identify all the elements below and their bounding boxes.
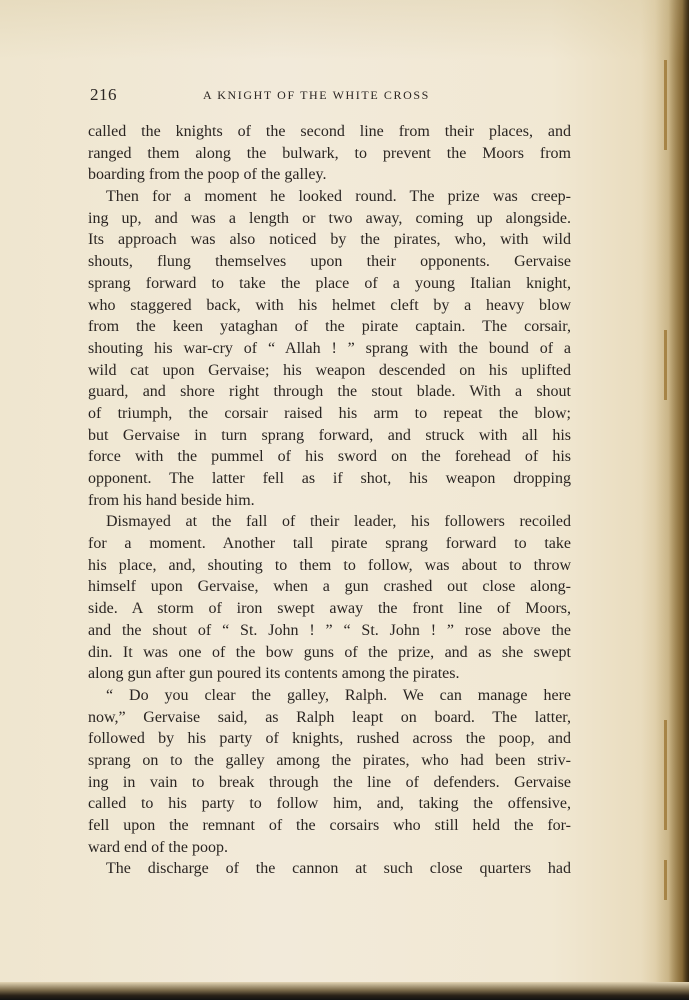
- text-line: now,” Gervaise said, as Ralph leapt on board. The latter,: [88, 708, 571, 726]
- spine-wear-mark: [664, 860, 667, 900]
- text-line: fell upon the remnant of the corsairs who still held the for-: [88, 817, 571, 834]
- text-line: force with the pummel of his sword on the forehead of his: [88, 448, 571, 466]
- text-line: Dismayed at the fall of their leader, his followers recoiled: [106, 513, 571, 531]
- text-line: shouts, flung themselves upon their opponents. Gervaise: [88, 253, 571, 271]
- text-line: The discharge of the cannon at such close quarters had: [106, 860, 571, 878]
- text-line: for a moment. Another tall pirate sprang forward to take: [88, 535, 571, 553]
- text-line: guard, and shore right through the stout blade. With a shout: [88, 383, 571, 401]
- text-line: boarding from the poop of the galley.: [88, 166, 327, 184]
- text-line: ranged them along the bulwark, to prevent the Moors from: [88, 144, 571, 162]
- page-header: [90, 85, 570, 107]
- page-top-shade: [0, 0, 689, 60]
- text-line: but Gervaise in turn sprang forward, and struck with all his: [88, 426, 571, 444]
- book-spine-shadow: [655, 0, 689, 1000]
- text-line: called to his party to follow him, and, taking the offensive,: [88, 795, 571, 813]
- text-line: who staggered back, with his helmet cleft by a heavy blow: [88, 296, 571, 314]
- text-line: “ Do you clear the galley, Ralph. We can manage here: [106, 686, 571, 704]
- text-line: himself upon Gervaise, when a gun crashed out close along-: [88, 578, 571, 596]
- text-line: sprang forward to take the place of a young Italian knight,: [88, 274, 571, 292]
- text-line: Its approach was also noticed by the pirates, who, with wild: [88, 231, 571, 249]
- text-line: din. It was one of the bow guns of the prize, and as she swept: [88, 643, 571, 661]
- text-line: along gun after gun poured its contents among the pirates.: [88, 665, 460, 683]
- text-line: from his hand beside him.: [88, 491, 255, 509]
- text-line: from the keen yataghan of the pirate captain. The corsair,: [88, 318, 571, 336]
- text-line: called the knights of the second line from their places, and: [88, 123, 571, 140]
- text-line: Then for a moment he looked round. The prize was creep-: [106, 188, 571, 206]
- text-line: ward end of the poop.: [88, 838, 228, 856]
- text-line: side. A storm of iron swept away the front line of Moors,: [88, 600, 571, 618]
- spine-wear-mark: [664, 330, 667, 400]
- text-line: wild cat upon Gervaise; his weapon descended on his uplifted: [88, 361, 571, 379]
- text-line: ing in vain to break through the line of defenders. Gervaise: [88, 773, 571, 791]
- text-line: followed by his party of knights, rushed across the poop, and: [88, 730, 571, 748]
- text-line: opponent. The latter fell as if shot, his weapon dropping: [88, 470, 571, 487]
- running-head: A KNIGHT OF THE WHITE CROSS: [203, 88, 430, 102]
- text-line: sprang on to the galley among the pirates, who had been striv-: [88, 751, 571, 769]
- text-line: and the shout of “ St. John ! ” “ St. John ! ” rose above the: [88, 621, 571, 639]
- text-line: of triumph, the corsair raised his arm to repeat the blow;: [88, 404, 571, 422]
- text-line: shouting his war-cry of “ Allah ! ” sprang with the bound of a: [88, 339, 571, 357]
- page-bottom-edge: [0, 982, 689, 1000]
- page-number: 216: [90, 85, 117, 104]
- spine-wear-mark: [664, 60, 667, 150]
- spine-wear-mark: [664, 720, 667, 830]
- text-line: ing up, and was a length or two away, coming up alongside.: [88, 209, 571, 227]
- body-text: [88, 121, 571, 880]
- text-line: his place, and, shouting to them to follow, was about to throw: [88, 556, 571, 574]
